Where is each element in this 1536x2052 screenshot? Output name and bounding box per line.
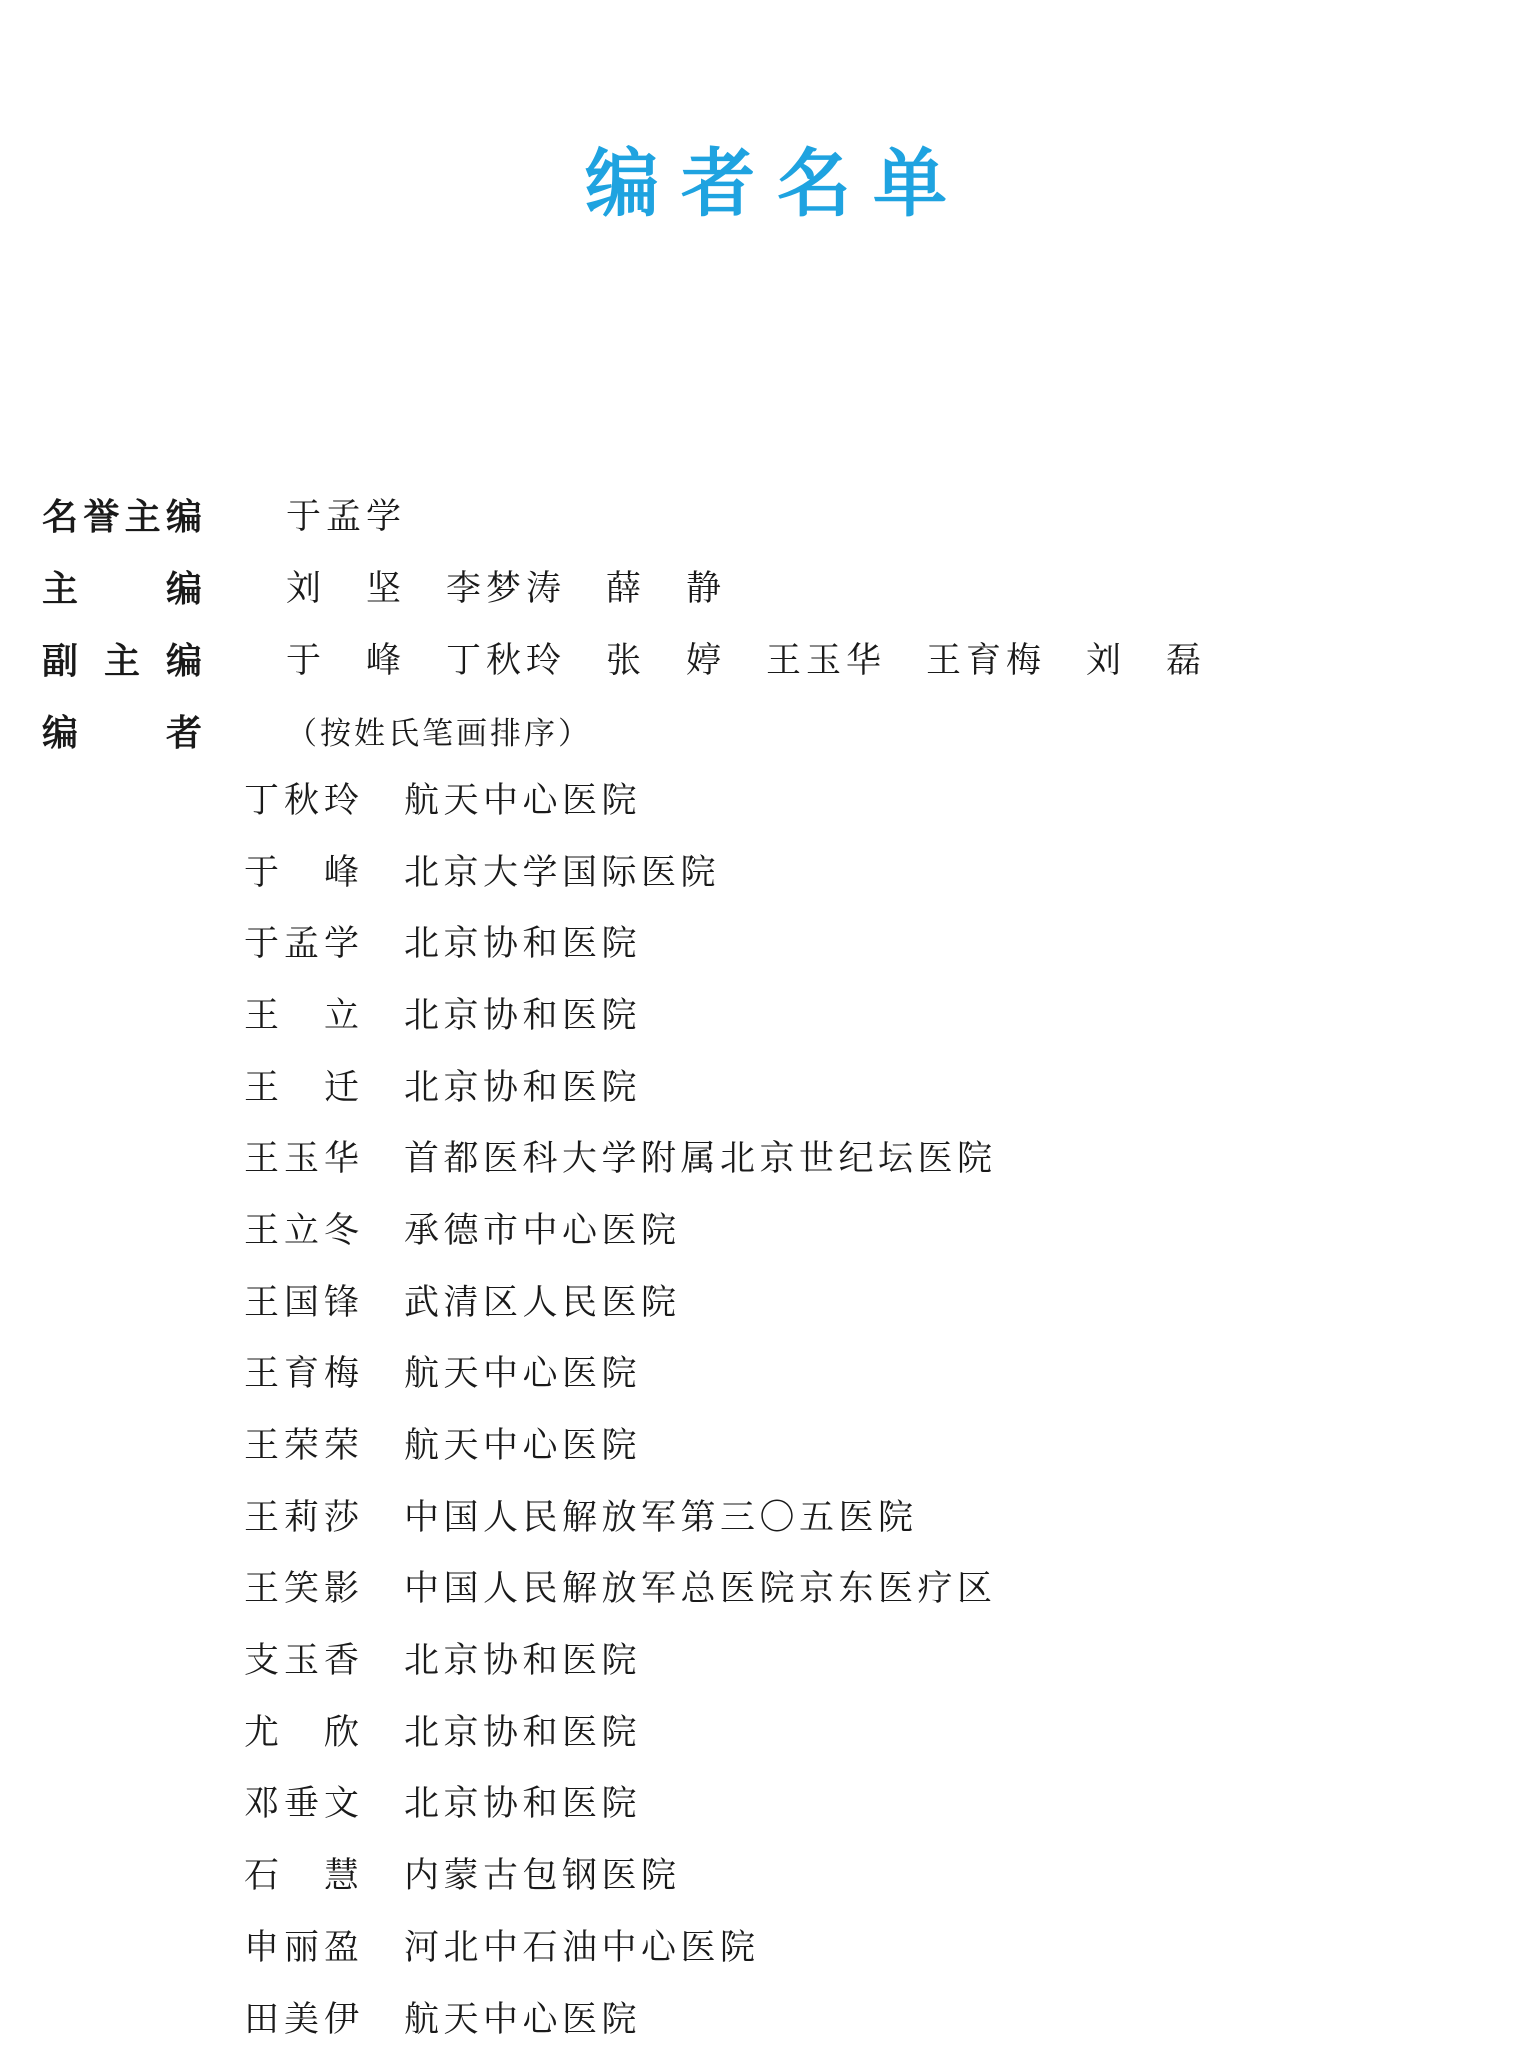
role-names [286, 633, 1246, 683]
member-name: 王 玉 华 [244, 1139, 359, 1180]
member-org: 北京协和医院 [404, 924, 642, 965]
member-name: 王 荣 荣 [244, 1426, 359, 1467]
member-name: 王 育 梅 [244, 1354, 359, 1395]
member-org: 中国人民解放军第三〇五医院 [404, 1497, 918, 1538]
member-name: 于 孟 学 [244, 924, 359, 965]
member-row [244, 977, 1494, 1049]
person-name: 张 婷 [606, 641, 721, 681]
member-row [244, 1909, 1494, 1981]
editor-roles [42, 478, 1492, 766]
member-name: 王 立 冬 [244, 1210, 359, 1251]
member-row [244, 762, 1494, 834]
role-label: 副 主 编 [42, 640, 202, 682]
member-org: 北京协和医院 [404, 1067, 642, 1108]
member-org: 北京大学国际医院 [404, 852, 721, 893]
member-name: 王 迁 [244, 1067, 359, 1108]
role-names [286, 561, 766, 611]
person-name: 于 孟 学 [286, 497, 401, 537]
person-name: 薛 静 [606, 569, 721, 609]
member-name: 田 美 伊 [244, 1999, 359, 2040]
member-org: 航天中心医院 [404, 1354, 642, 1395]
member-row [244, 1336, 1494, 1408]
member-list [244, 762, 1494, 2052]
member-row [244, 834, 1494, 906]
role-label: 编 者 [42, 712, 202, 754]
role-row [42, 622, 1492, 694]
person-name: 王 育 梅 [926, 641, 1041, 681]
member-org: 中国人民解放军总医院京东医疗区 [404, 1569, 997, 1610]
member-row [244, 1192, 1494, 1264]
person-name: 李 梦 涛 [446, 569, 561, 609]
sort-note: （按姓氏笔画排序） [286, 715, 592, 752]
member-name: 支 玉 香 [244, 1641, 359, 1682]
member-name: 申 丽 盈 [244, 1927, 359, 1968]
member-row [244, 1120, 1494, 1192]
member-name: 王 笑 影 [244, 1569, 359, 1610]
role-label: 名 誉 主 编 [42, 496, 202, 538]
person-name: 丁 秋 玲 [446, 641, 561, 681]
member-row [244, 1049, 1494, 1121]
member-name: 石 慧 [244, 1856, 359, 1897]
member-name: 王 国 锋 [244, 1282, 359, 1323]
member-row [244, 1551, 1494, 1623]
member-row [244, 905, 1494, 977]
role-row [42, 694, 1492, 766]
person-name: 刘 坚 [286, 569, 401, 609]
person-name: 刘 磊 [1086, 641, 1201, 681]
member-row [244, 1264, 1494, 1336]
role-label: 主 编 [42, 568, 202, 610]
member-name: 于 峰 [244, 852, 359, 893]
member-org: 承德市中心医院 [404, 1210, 681, 1251]
page-title: 编者名单 [585, 141, 969, 227]
member-row [244, 1837, 1494, 1909]
member-org: 北京协和医院 [404, 1641, 642, 1682]
member-row [244, 1766, 1494, 1838]
role-names [286, 489, 446, 539]
member-org: 北京协和医院 [404, 1784, 642, 1825]
member-row [244, 1407, 1494, 1479]
member-name: 王 立 [244, 995, 359, 1036]
person-name: 于 峰 [286, 641, 401, 681]
member-org: 航天中心医院 [404, 780, 642, 821]
member-org: 首都医科大学附属北京世纪坛医院 [404, 1139, 997, 1180]
member-name: 王 莉 莎 [244, 1497, 359, 1538]
member-name: 邓 垂 文 [244, 1784, 359, 1825]
member-name: 尤 欣 [244, 1712, 359, 1753]
member-org: 北京协和医院 [404, 995, 642, 1036]
member-org: 武清区人民医院 [404, 1282, 681, 1323]
member-row [244, 1479, 1494, 1551]
member-org: 北京协和医院 [404, 1712, 642, 1753]
member-row [244, 1694, 1494, 1766]
role-row [42, 550, 1492, 622]
member-org: 航天中心医院 [404, 1999, 642, 2040]
member-org: 航天中心医院 [404, 1426, 642, 1467]
member-name: 丁 秋 玲 [244, 780, 359, 821]
member-row [244, 1981, 1494, 2052]
role-row [42, 478, 1492, 550]
member-row [244, 1622, 1494, 1694]
role-names [286, 708, 592, 753]
person-name: 王 玉 华 [766, 641, 881, 681]
member-org: 内蒙古包钢医院 [404, 1856, 681, 1897]
member-org: 河北中石油中心医院 [404, 1927, 760, 1968]
